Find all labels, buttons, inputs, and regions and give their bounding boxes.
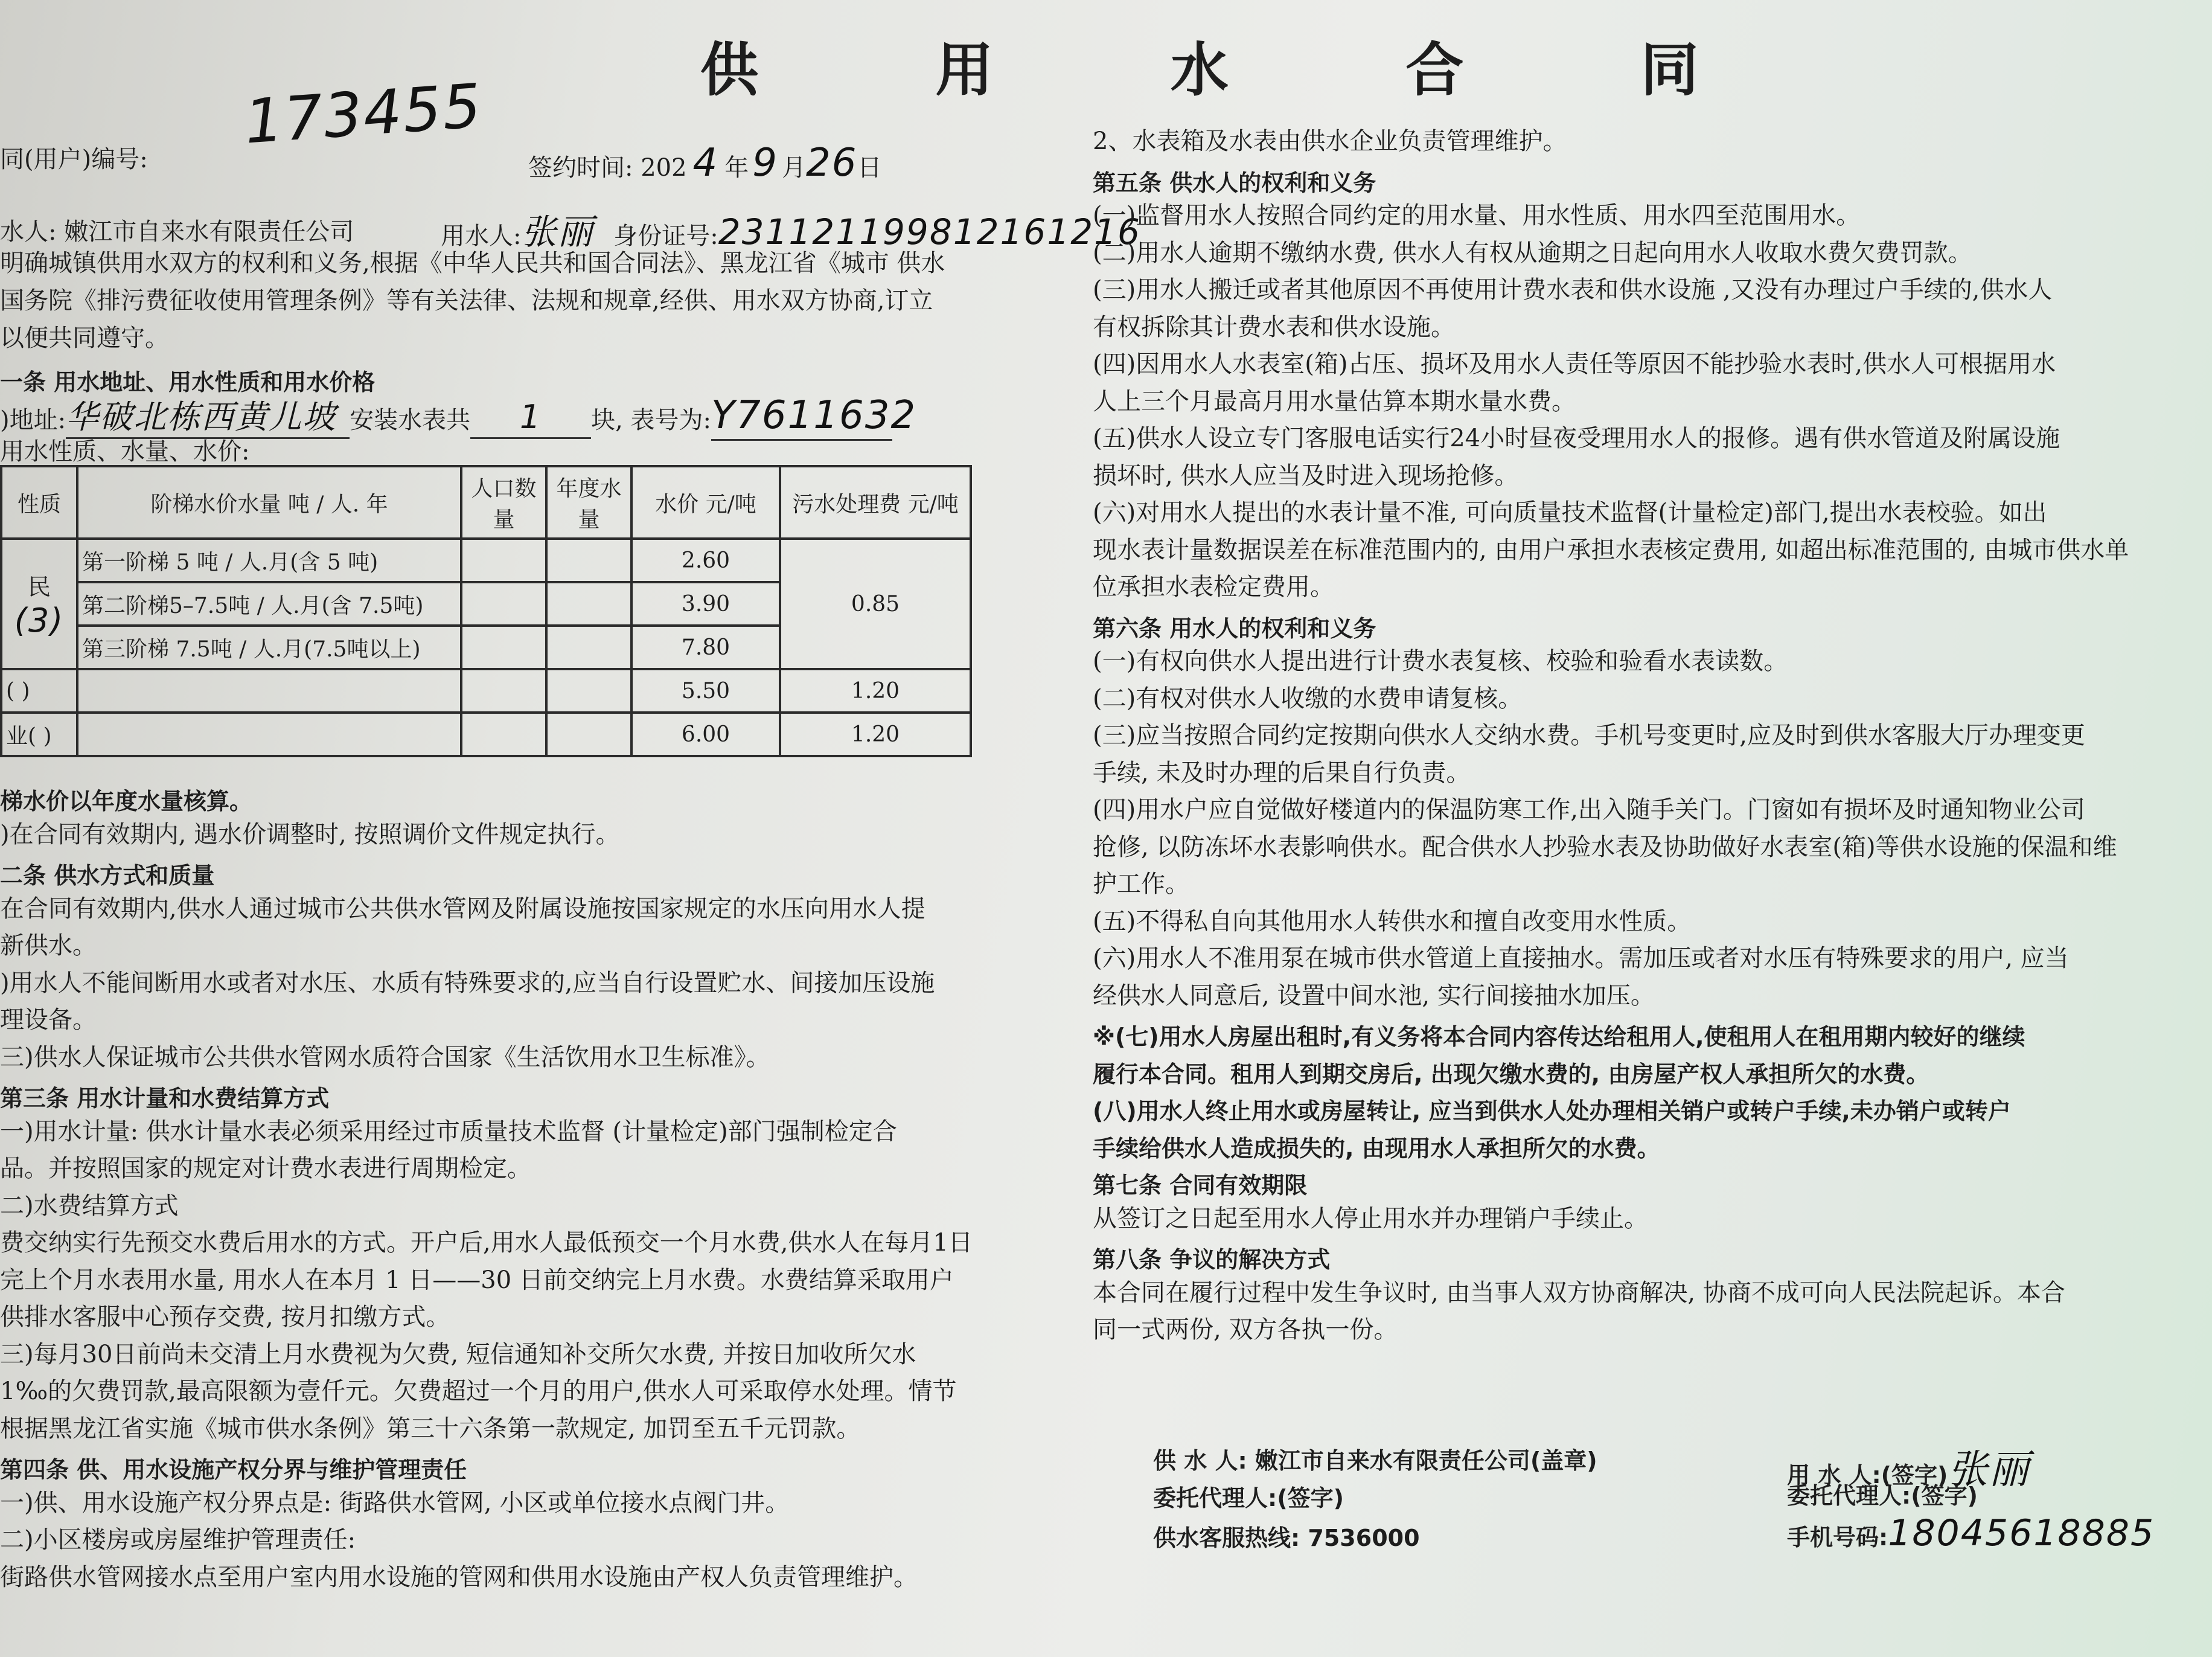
contract-title: 供 用 水 合 同 (700, 36, 1777, 104)
clause-line: 一)用水计量: 供水计量水表必须采用经过市质量技术监督 (计量检定)部门强制检定合 (0, 1117, 897, 1146)
header-cell: 年度水量 (546, 466, 631, 539)
clause-line: 品。并按照国家的规定对计费水表进行周期检定。 (0, 1155, 531, 1182)
clause-line: )在合同有效期内, 遇水价调整时, 按照调价文件规定执行。 (0, 820, 620, 848)
article-1-subheading: 用水性质、水量、水价: (0, 438, 250, 466)
clause-line: (六)用水人不准用泵在城市供水管道上直接抽水。需加压或者对水压有特殊要求的用户, 应当 (1093, 944, 2069, 972)
clause-heading: 第五条 供水人的权利和义务 (1093, 169, 1376, 196)
meter-count-label: 安装水表共 (350, 406, 471, 434)
clause-line: 三)每月30日前尚未交清上月水费视为欠费, 短信通知补交所欠水费, 并按日加收所欠水 (0, 1340, 916, 1368)
clause-line: 抢修, 以防冻坏水表影响供水。配合供水人抄验水表及协助做好水表室(箱)等供水设施的保温和维 (1093, 833, 2117, 861)
user-name-handwritten: 张丽 (521, 211, 594, 252)
table-row (1, 539, 971, 582)
user-agent-line: 委托代理人:(签字) (1787, 1482, 1978, 1509)
clause-line: 2、水表箱及水表由供水企业负责管理维护。 (1093, 127, 1567, 155)
id-number-handwritten: 231121199812161216 (718, 211, 1141, 252)
table-row (1, 669, 971, 713)
preamble-line: 以便共同遵守。 (0, 324, 169, 352)
user-party (441, 211, 1141, 254)
user-signature-label: 用 水 人:(签字) (1787, 1462, 1948, 1489)
clause-line: 经供水人同意后, 设置中间水池, 实行间接抽水加压。 (1093, 981, 1655, 1010)
clause-line: 手续, 未及时办理的后果自行负责。 (1093, 758, 1471, 787)
header-cell: 水价 元/吨 (631, 466, 780, 539)
category-price: 6.00 (631, 713, 780, 756)
clause-line: 人上三个月最高月用水量估算本期水量水费。 (1093, 387, 1576, 415)
article-1-heading: 一条 用水地址、用水性质和用水价格 (0, 369, 376, 396)
clause-line: 三)供水人保证城市公共供水管网水质符合国家《生活饮用水卫生标准》。 (0, 1043, 770, 1071)
clause-heading: 手续给供水人造成损失的, 由现用水人承担所欠的水费。 (1093, 1135, 1660, 1162)
clause-line: 损坏时, 供水人应当及时进入现场抢修。 (1093, 461, 1519, 490)
clause-line: 费交纳实行先预交水费后用水的方式。开户后,用水人最低预交一个月水费,供水人在每月1日 (0, 1229, 973, 1257)
clause-heading: (八)用水人终止用水或房屋转让, 应当到供水人处办理相关销户或转户手续,未办销户或转户 (1093, 1098, 2011, 1124)
clause-heading: ※(七)用水人房屋出租时,有义务将本合同内容传达给租用人,使租用人在租用期内较好的继续 (1093, 1024, 2025, 1050)
phone-line (1787, 1512, 2155, 1554)
clause-line: (三)用水人搬迁或者其他原因不再使用计费水表和供水设施 ,又没有办理过户手续的,供水人 (1093, 276, 2053, 304)
tier-label: 第二阶梯5–7.5吨 / 人.月(含 7.5吨) (77, 582, 461, 626)
category-price: 5.50 (631, 669, 780, 713)
clause-line: 1‰的欠费罚款,最高限额为壹仟元。欠费超过一个月的用户,供水人可采取停水处理。情节 (0, 1377, 957, 1405)
clause-line: 根据黑龙江省实施《城市供水条例》第三十六条第一款规定, 加罚至五千元罚款。 (0, 1414, 861, 1443)
tier-label: 第三阶梯 7.5吨 / 人.月(7.5吨以上) (77, 626, 461, 669)
user-label: 用水人: (441, 222, 522, 250)
clause-line: 街路供水管网接水点至用户室内用水设施的管网和供用水设施由产权人负责管理维护。 (0, 1563, 918, 1591)
year-char: 年 (724, 154, 749, 182)
table-row (1, 713, 971, 756)
category-label: ( ) (1, 669, 77, 713)
meter-unit-label: 块, 表号为: (591, 406, 711, 434)
supplier-signature-line: 供 水 人: 嫩江市自来水有限责任公司(盖章) (1153, 1447, 1597, 1474)
table-header-row (1, 466, 971, 539)
meter-count-handwritten: 1 (470, 398, 591, 439)
tier-price: 3.90 (631, 582, 780, 626)
clause-line: 本合同在履行过程中发生争议时, 由当事人双方协商解决, 协商不成可向人民法院起诉。本合 (1093, 1278, 2065, 1307)
signing-date-label: 签约时间: 202 (528, 154, 687, 182)
supplier-line: 水人: 嫩江市自来水有限责任公司 (0, 218, 354, 246)
id-label: 身份证号: (613, 222, 718, 250)
handwritten-serial-number: 173455 (242, 70, 485, 158)
signing-day-handwritten: 26 (805, 141, 858, 185)
category-label: 业( ) (1, 713, 77, 756)
clause-line: (二)有权对供水人收缴的水费申请复核。 (1093, 684, 1523, 713)
resident-cell (1, 539, 77, 669)
clause-line: (二)用水人逾期不缴纳水费, 供水人有权从逾期之日起向用水人收取水费欠费罚款。 (1093, 239, 1972, 267)
day-char: 日 (857, 154, 882, 182)
category-sewage-fee: 1.20 (780, 713, 971, 756)
clause-line: )用水人不能间断用水或者对水压、水质有特殊要求的,应当自行设置贮水、间接加压设施 (0, 969, 935, 997)
clause-line: 从签订之日起至用水人停止用水并办理销户手续止。 (1093, 1204, 1648, 1232)
tier-label: 第一阶梯 5 吨 / 人.月(含 5 吨) (77, 539, 461, 582)
clause-line: (四)用水户应自觉做好楼道内的保温防寒工作,出入随手关门。门窗如有损坏及时通知物业公司 (1093, 796, 2085, 824)
tier-price: 2.60 (631, 539, 780, 582)
clause-heading: 第六条 用水人的权利和义务 (1093, 615, 1376, 642)
header-cell: 性质 (1, 466, 77, 539)
phone-number-handwritten: 18045618885 (1888, 1512, 2155, 1554)
clause-line: 一)供、用水设施产权分界点是: 街路供水管网, 小区或单位接水点阀门井。 (0, 1489, 790, 1517)
tier-price: 7.80 (631, 626, 780, 669)
clause-line: (五)不得私自向其他用水人转供水和擅自改变用水性质。 (1093, 907, 1692, 935)
clause-heading: 第七条 合同有效期限 (1093, 1172, 1308, 1199)
clause-line: 位承担水表检定费用。 (1093, 573, 1334, 601)
clause-heading: 第三条 用水计量和水费结算方式 (0, 1085, 330, 1112)
address-line (0, 393, 917, 441)
month-char: 月 (781, 154, 806, 182)
header-cell: 污水处理费 元/吨 (780, 466, 971, 539)
clause-heading: 第八条 争议的解决方式 (1093, 1246, 1331, 1273)
clause-line: 有权拆除其计费水表和供水设施。 (1093, 313, 1455, 341)
contract-number-label: 同(用户)编号: (0, 146, 148, 173)
meter-number-handwritten: Y7611632 (711, 393, 892, 441)
clause-line: 供排水客服中心预存交费, 按月扣缴方式。 (0, 1303, 450, 1331)
clause-heading: 第四条 供、用水设施产权分界与维护管理责任 (0, 1457, 467, 1483)
preamble-line: 国务院《排污费征收使用管理条例》等有关法律、法规和规章,经供、用水双方协商,订立 (0, 287, 933, 315)
clause-line: (六)对用水人提出的水表计量不准, 可向质量技术监督(计量检定)部门,提出水表校验。如出 (1093, 499, 2047, 527)
clause-line: (三)应当按照合同约定按期向供水人交纳水费。手机号变更时,应及时到供水客服大厅办理变更 (1093, 722, 2085, 749)
signing-month-handwritten: 9 (752, 141, 778, 185)
clause-line: 同一式两份, 双方各执一份。 (1093, 1316, 1398, 1344)
clause-line: 现水表计量数据误差在标准范围内的, 由用户承担水表核定费用, 如超出标准范围的, 由城市供水单 (1093, 536, 2129, 564)
clause-line: 护工作。 (1093, 870, 1189, 898)
clause-line: (四)因用水人水表室(箱)占压、损坏及用水人责任等原因不能抄验水表时,供水人可根据用水 (1093, 350, 2056, 378)
water-rate-table (0, 465, 972, 757)
category-sewage-fee: 1.20 (780, 669, 971, 713)
clause-line: 完上个月水表用水量, 用水人在本月 1 日——30 日前交纳完上月水费。水费结算采取用户 (0, 1266, 954, 1294)
phone-label: 手机号码: (1787, 1524, 1888, 1551)
clause-line: (一)监督用水人按照合同约定的用水量、用水性质、用水四至范围用水。 (1093, 202, 1861, 229)
customer-service-hotline: 供水客服热线: 7536000 (1153, 1525, 1420, 1551)
clause-line: 二)小区楼房或房屋维护管理责任: (0, 1526, 356, 1554)
signing-year-handwritten: 4 (692, 141, 719, 185)
resident-sewage-fee: 0.85 (780, 539, 971, 669)
resident-number-handwritten: (3) (14, 601, 65, 639)
address-handwritten: 华破北栋西黄儿坡 (66, 398, 350, 439)
supplier-agent-line: 委托代理人:(签字) (1153, 1485, 1344, 1511)
resident-label: 民 (27, 574, 51, 600)
user-signature-handwritten: 张丽 (1948, 1446, 2030, 1493)
header-cell: 阶梯水价水量 吨 / 人. 年 (77, 466, 461, 539)
clause-heading: 履行本合同。租用人到期交房后, 出现欠缴水费的, 由房屋产权人承担所欠的水费。 (1093, 1060, 1929, 1088)
address-label: )地址: (0, 406, 66, 434)
clause-heading: 二条 供水方式和质量 (0, 862, 215, 889)
header-cell: 人口数量 (461, 466, 546, 539)
clause-line: (一)有权向供水人提出进行计费水表复核、校验和验看水表读数。 (1093, 647, 1788, 675)
clause-line: (五)供水人设立专门客服电话实行24小时昼夜受理用水人的报修。遇有供水管道及附属设施 (1093, 425, 2060, 452)
clause-line: 新供水。 (0, 932, 97, 960)
clause-line: 在合同有效期内,供水人通过城市公共供水管网及附属设施按国家规定的水压向用水人提 (0, 894, 925, 923)
signing-date (528, 140, 881, 187)
clause-line: 理设备。 (0, 1006, 97, 1034)
clause-heading: 梯水价以年度水量核算。 (0, 788, 253, 815)
clause-line: 二)水费结算方式 (0, 1191, 179, 1220)
preamble-line: 明确城镇供用水双方的权利和义务,根据《中华人民共和国合同法》、黑龙江省《城市 供水 (0, 249, 945, 277)
